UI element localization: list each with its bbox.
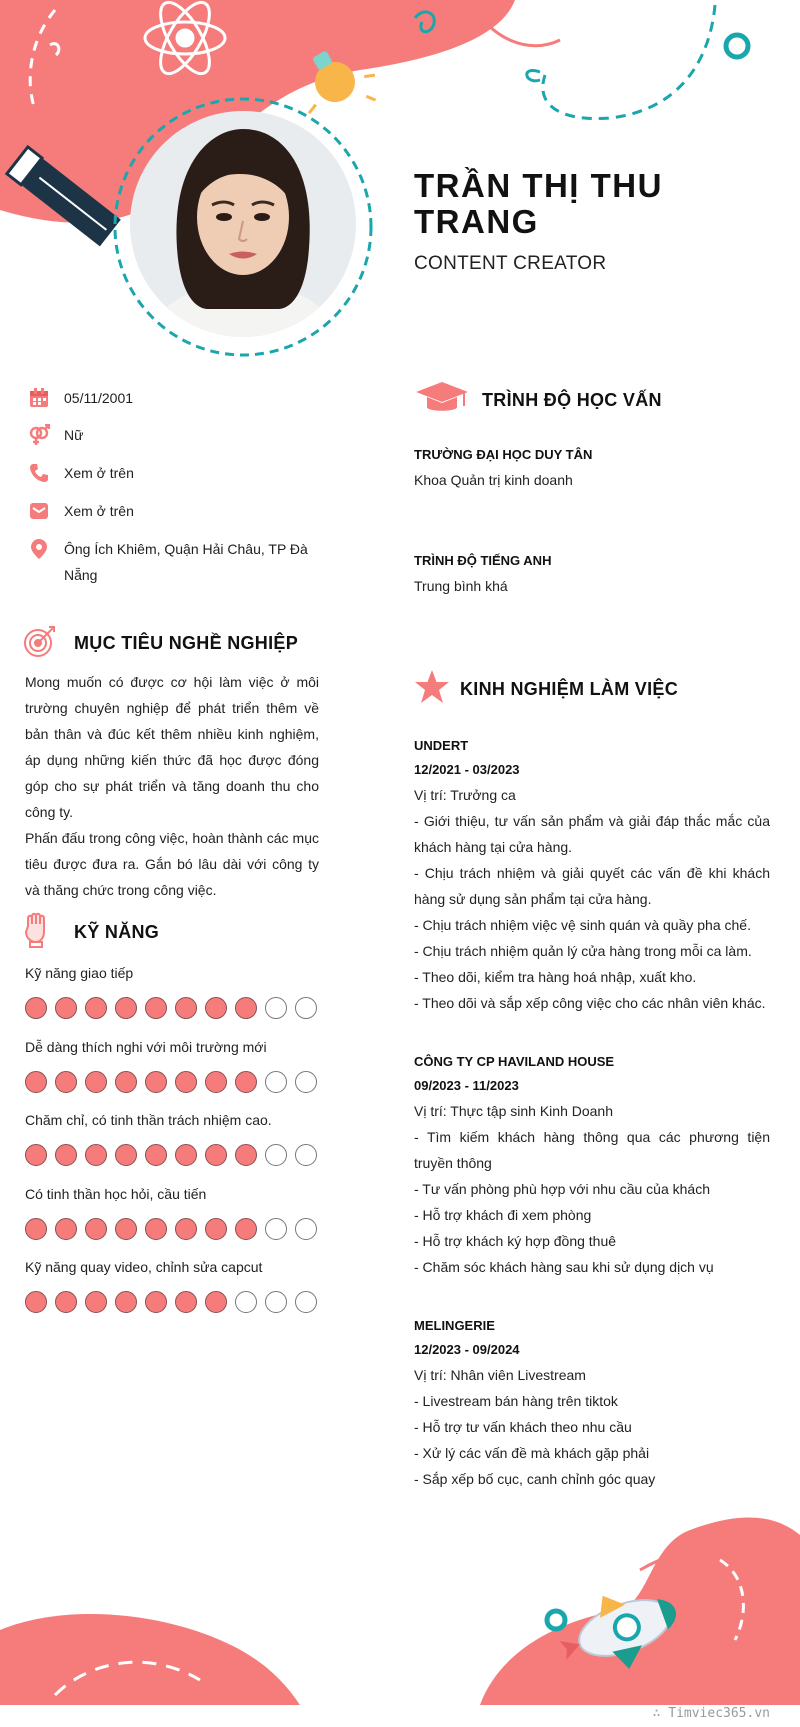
star-icon	[414, 669, 450, 710]
job-position: Vị trí: Nhân viên Livestream	[414, 1367, 586, 1383]
rating-dot-filled	[115, 1071, 137, 1093]
skill-label: Chăm chỉ, có tinh thần trách nhiệm cao.	[25, 1112, 272, 1128]
rating-dot-filled	[55, 1291, 77, 1313]
rating-dot-filled	[55, 1218, 77, 1240]
phone-value: Xem ở trên	[64, 465, 134, 481]
job-duty: - Tìm kiếm khách hàng thông qua các phương tiện truyền thông	[414, 1129, 770, 1171]
rating-dot-filled	[145, 1218, 167, 1240]
experience-heading	[414, 669, 678, 710]
skill-label: Kỹ năng quay video, chỉnh sửa capcut	[25, 1259, 263, 1275]
raised-fist-icon	[22, 912, 52, 953]
rating-dot-filled	[235, 1071, 257, 1093]
job-duty: - Chịu trách nhiệm việc vệ sinh quán và quầy pha chế.	[414, 917, 751, 933]
job-duty: - Chăm sóc khách hàng sau khi sử dụng dịch vụ	[414, 1259, 714, 1275]
education-faculty: Khoa Quản trị kinh doanh	[414, 472, 573, 488]
rating-dot-filled	[175, 1218, 197, 1240]
rating-dot-filled	[25, 1218, 47, 1240]
rating-dot-empty	[265, 1291, 287, 1313]
experience-title: KINH NGHIỆM LÀM VIỆC	[460, 679, 679, 699]
skill-item	[25, 1039, 345, 1113]
job-duty: - Chịu trách nhiệm và giải quyết các vấn đề khi khách hàng sử dụng sản phẩm tại cửa hàng.	[414, 865, 770, 907]
job-company: CÔNG TY CP HAVILAND HOUSE	[414, 1054, 615, 1069]
rating-dot-filled	[115, 1218, 137, 1240]
rating-dot-empty	[265, 997, 287, 1019]
job-company: UNDERT	[414, 738, 469, 753]
objective-paragraph-2: Phấn đấu trong công việc, hoàn thành các mục tiêu được đưa ra. Gắn bó lâu dài với công ty và thăng chức trong công việc.	[25, 830, 319, 898]
rating-dot-filled	[25, 1291, 47, 1313]
rating-dot-filled	[175, 1291, 197, 1313]
rating-dot-filled	[25, 997, 47, 1019]
address-value: Ông Ích Khiêm, Quận Hải Châu, TP Đà Nẵng	[64, 541, 308, 583]
rating-dot-filled	[55, 1071, 77, 1093]
rating-dot-filled	[175, 997, 197, 1019]
job-duty: - Theo dõi, kiểm tra hàng hoá nhập, xuất kho.	[414, 969, 697, 985]
skill-rating	[25, 1071, 345, 1093]
skills-list	[25, 965, 345, 1333]
contact-birthday	[28, 385, 348, 411]
skill-item	[25, 1112, 345, 1186]
rating-dot-filled	[235, 1218, 257, 1240]
english-level: Trung bình khá	[414, 578, 508, 594]
skills-title: KỸ NĂNG	[74, 922, 160, 942]
rating-dot-filled	[85, 1218, 107, 1240]
job-entry	[414, 1314, 770, 1492]
job-period: 12/2021 - 03/2023	[414, 762, 520, 777]
rating-dot-filled	[115, 997, 137, 1019]
rating-dot-filled	[55, 1144, 77, 1166]
rating-dot-empty	[295, 1218, 317, 1240]
calendar-icon	[28, 387, 50, 409]
job-duty: - Giới thiệu, tư vấn sản phẩm và giải đáp thắc mắc của khách hàng tại cửa hàng.	[414, 813, 770, 855]
rating-dot-filled	[205, 997, 227, 1019]
phone-icon	[28, 462, 50, 484]
rating-dot-filled	[235, 1144, 257, 1166]
watermark: ∴ Timviec365.vn	[652, 1706, 770, 1721]
skill-rating	[25, 1218, 345, 1240]
job-duty: - Sắp xếp bố cục, canh chỉnh góc quay	[414, 1471, 656, 1487]
rating-dot-empty	[295, 1291, 317, 1313]
avatar	[128, 109, 358, 339]
rating-dot-filled	[145, 1291, 167, 1313]
rating-dot-empty	[265, 1144, 287, 1166]
location-pin-icon	[28, 538, 50, 560]
rating-dot-empty	[235, 1291, 257, 1313]
rating-dot-empty	[265, 1218, 287, 1240]
job-title: CONTENT CREATOR	[414, 253, 607, 274]
objective-heading	[22, 623, 298, 664]
job-duty: - Chịu trách nhiệm quản lý cửa hàng trong mỗi ca làm.	[414, 943, 752, 959]
rating-dot-filled	[115, 1144, 137, 1166]
bottom-decoration	[0, 1500, 800, 1727]
contact-email	[28, 498, 348, 524]
skill-item	[25, 965, 345, 1039]
education-title: TRÌNH ĐỘ HỌC VẤN	[482, 390, 662, 410]
rating-dot-filled	[145, 997, 167, 1019]
rating-dot-empty	[295, 1144, 317, 1166]
english-title: TRÌNH ĐỘ TIẾNG ANH	[414, 553, 552, 568]
job-duty: - Hỗ trợ khách ký hợp đồng thuê	[414, 1233, 617, 1249]
rating-dot-filled	[205, 1291, 227, 1313]
rating-dot-filled	[205, 1218, 227, 1240]
target-icon	[22, 623, 58, 664]
education-school: TRƯỜNG ĐẠI HỌC DUY TÂN	[414, 447, 593, 462]
rating-dot-filled	[175, 1144, 197, 1166]
email-value: Xem ở trên	[64, 503, 134, 519]
candidate-name: TRẦN THỊ THU TRANG	[414, 167, 663, 240]
rating-dot-empty	[295, 997, 317, 1019]
job-period: 12/2023 - 09/2024	[414, 1342, 520, 1357]
rating-dot-filled	[55, 997, 77, 1019]
rating-dot-filled	[235, 997, 257, 1019]
rating-dot-filled	[175, 1071, 197, 1093]
gender-value: Nữ	[64, 427, 84, 443]
job-entry	[414, 734, 770, 1016]
job-duty: - Livestream bán hàng trên tiktok	[414, 1393, 618, 1409]
birthday-value: 05/11/2001	[64, 390, 134, 406]
job-entry	[414, 1050, 770, 1280]
objective-title: MỤC TIÊU NGHỀ NGHIỆP	[74, 633, 299, 653]
rating-dot-filled	[145, 1144, 167, 1166]
job-duty: - Theo dõi và sắp xếp công việc cho các nhân viên khác.	[414, 995, 766, 1011]
objective-paragraph-1: Mong muốn có được cơ hội làm việc ở môi trường chuyên nghiệp để phát triển thêm về bản thân và đúc kết thêm nhiều kinh nghiệm, áp dụng những kiến thức đã học được đóng góp cho sự phát triển và tăng doanh thu cho công ty.	[25, 674, 319, 820]
contact-gender	[28, 422, 348, 448]
job-period: 09/2023 - 11/2023	[414, 1078, 519, 1093]
job-position: Vị trí: Trưởng ca	[414, 787, 516, 803]
job-position: Vị trí: Thực tập sinh Kinh Doanh	[414, 1103, 613, 1119]
contact-phone	[28, 460, 348, 486]
job-duty: - Tư vấn phòng phù hợp với nhu cầu của khách	[414, 1181, 710, 1197]
graduation-cap-icon	[414, 380, 470, 421]
skill-label: Dễ dàng thích nghi với môi trường mới	[25, 1038, 267, 1055]
job-duty: - Hỗ trợ tư vấn khách theo nhu cầu	[414, 1419, 632, 1435]
skill-label: Kỹ năng giao tiếp	[25, 965, 134, 981]
job-company: MELINGERIE	[414, 1318, 495, 1333]
rating-dot-filled	[85, 997, 107, 1019]
job-duty: - Xử lý các vấn đề mà khách gặp phải	[414, 1445, 650, 1461]
rating-dot-filled	[85, 1291, 107, 1313]
rating-dot-filled	[85, 1144, 107, 1166]
skill-rating	[25, 1144, 345, 1166]
experience-list	[414, 734, 770, 1526]
skill-label: Có tinh thần học hỏi, cầu tiến	[25, 1185, 207, 1202]
skill-item	[25, 1186, 345, 1260]
rating-dot-filled	[205, 1071, 227, 1093]
gender-icon	[28, 424, 50, 446]
rating-dot-empty	[295, 1071, 317, 1093]
skill-item	[25, 1259, 345, 1333]
skills-heading	[22, 912, 159, 953]
education-heading	[414, 380, 662, 421]
rating-dot-filled	[25, 1144, 47, 1166]
rating-dot-empty	[265, 1071, 287, 1093]
skill-rating	[25, 1291, 345, 1313]
job-duty: - Hỗ trợ khách đi xem phòng	[414, 1207, 592, 1223]
rating-dot-filled	[115, 1291, 137, 1313]
contact-address	[28, 536, 328, 588]
email-icon	[28, 500, 50, 522]
rating-dot-filled	[85, 1071, 107, 1093]
rating-dot-filled	[145, 1071, 167, 1093]
rating-dot-filled	[205, 1144, 227, 1166]
skill-rating	[25, 997, 345, 1019]
rating-dot-filled	[25, 1071, 47, 1093]
